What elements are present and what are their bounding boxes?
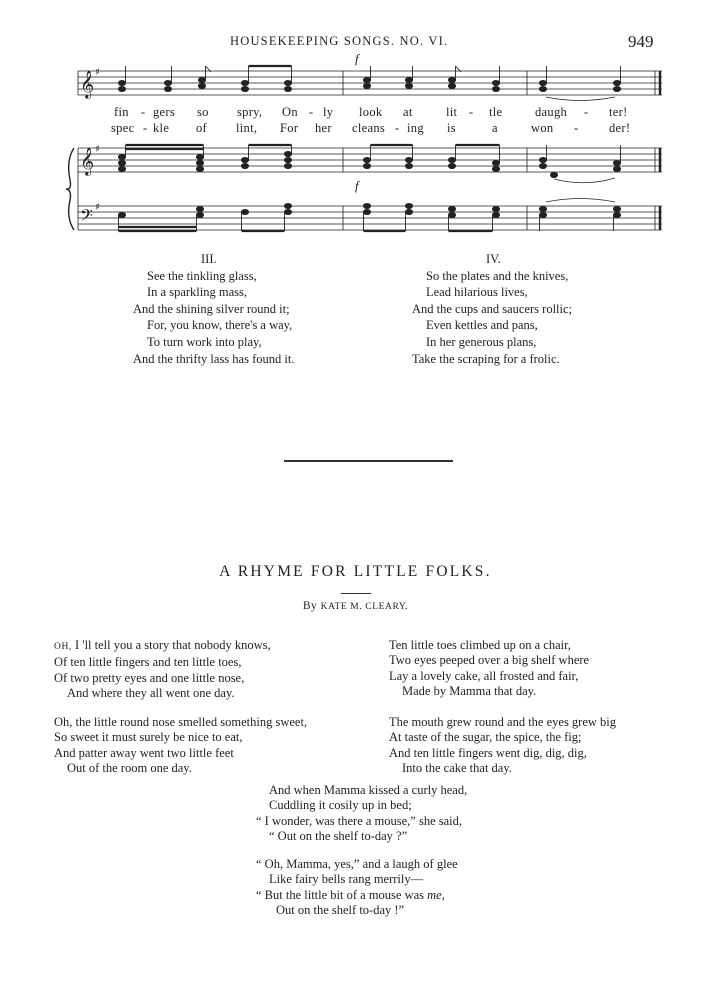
lyric-syllable: der! bbox=[609, 121, 631, 135]
poem-line: “ Out on the shelf to-day ?” bbox=[269, 829, 408, 844]
poem-line: And when Mamma kissed a curly head, bbox=[269, 783, 468, 797]
lyric-syllable: cleans bbox=[352, 121, 386, 135]
page-number: 949 bbox=[628, 32, 654, 51]
lyric-syllable: - bbox=[469, 105, 474, 119]
poem-line: Like fairy bells rang merrily— bbox=[269, 872, 424, 887]
music-score bbox=[0, 0, 711, 240]
verse-three bbox=[133, 251, 294, 367]
lyric-syllable: ter! bbox=[609, 105, 628, 119]
poem-line: Ten little toes climbed up on a chair, bbox=[389, 638, 571, 652]
poem-stanza bbox=[389, 715, 616, 777]
lyric-syllable: - bbox=[574, 121, 579, 135]
lyric-syllable: won bbox=[531, 121, 554, 135]
poem-line-text: I 'll tell you a story that nobody knows, bbox=[71, 638, 271, 652]
poem-line: Out on the shelf to-day !” bbox=[276, 903, 405, 918]
svg-text:♯: ♯ bbox=[95, 67, 100, 78]
lyric-syllable: is bbox=[447, 121, 456, 135]
verse-line: Take the scraping for a frolic. bbox=[412, 351, 560, 366]
section-divider bbox=[284, 460, 453, 462]
lyric-syllable: - bbox=[141, 105, 146, 119]
lyric-syllable: lint, bbox=[236, 121, 258, 135]
verse-line: And the thrifty lass has found it. bbox=[133, 351, 295, 366]
poem-line: “ I wonder, was there a mouse,” she said, bbox=[256, 813, 463, 828]
verse-number: III. bbox=[201, 252, 217, 266]
poem-line: And where they all went one day. bbox=[67, 686, 235, 701]
poem-stanza bbox=[389, 638, 589, 700]
emphasis-word: me, bbox=[427, 887, 445, 902]
lyric-syllable: at bbox=[403, 105, 413, 119]
byline bbox=[0, 600, 711, 612]
poem-stanza bbox=[54, 638, 271, 702]
verse-line: To turn work into play, bbox=[147, 334, 262, 349]
svg-text:𝄞: 𝄞 bbox=[80, 147, 95, 175]
drop-word: OH, bbox=[54, 642, 72, 652]
verse-line: See the tinkling glass, bbox=[147, 268, 257, 283]
poem-line: Oh, the little round nose smelled something sweet, bbox=[54, 715, 308, 729]
running-title: HOUSEKEEPING SONGS. NO. VI. bbox=[230, 34, 449, 48]
poem-line: Of ten little fingers and ten little toes, bbox=[54, 655, 242, 670]
lyric-syllable: look bbox=[359, 105, 383, 119]
poem-line bbox=[54, 638, 271, 655]
lyric-syllable: For bbox=[280, 121, 299, 135]
poem-line: Into the cake that day. bbox=[402, 761, 512, 776]
poem-line: The mouth grew round and the eyes grew big bbox=[389, 715, 617, 729]
poem-line: Out of the room one day. bbox=[67, 761, 192, 776]
lyric-syllable: - bbox=[309, 105, 314, 119]
lyric-syllable: - bbox=[584, 105, 589, 119]
poem-stanza bbox=[256, 783, 467, 845]
verse-line: And the cups and saucers rollic; bbox=[412, 301, 573, 316]
lyric-syllable: fin bbox=[114, 105, 129, 119]
lyric-syllable: of bbox=[196, 121, 208, 135]
svg-text:♯: ♯ bbox=[95, 202, 100, 213]
verse-line: So the plates and the knives, bbox=[426, 268, 569, 283]
verse-line: And the shining silver round it; bbox=[133, 301, 290, 316]
verse-line: Even kettles and pans, bbox=[426, 318, 538, 333]
title-rule bbox=[341, 593, 371, 594]
poem-line bbox=[256, 888, 458, 903]
poem-stanza bbox=[54, 715, 307, 777]
lyric-syllable: spec bbox=[111, 121, 135, 135]
lyric-syllable: On bbox=[282, 105, 298, 119]
lyric-syllable: so bbox=[197, 105, 209, 119]
dynamic-forte-voice: f bbox=[355, 51, 359, 66]
poem-line: So sweet it must surely be nice to eat, bbox=[54, 730, 243, 745]
lyric-syllable: gers bbox=[153, 105, 176, 119]
lyric-syllable: daugh bbox=[535, 105, 568, 119]
lyric-syllable: tle bbox=[489, 105, 503, 119]
svg-text:𝄢: 𝄢 bbox=[80, 205, 93, 229]
poem-line: Cuddling it cosily up in bed; bbox=[269, 798, 412, 813]
poem-line: Two eyes peeped over a big shelf where bbox=[389, 653, 590, 668]
lyric-syllable: her bbox=[315, 121, 332, 135]
verse-number: IV. bbox=[486, 252, 501, 266]
verse-line: In a sparkling mass, bbox=[147, 285, 247, 300]
poem-line: “ Oh, Mamma, yes,” and a laugh of glee bbox=[256, 857, 458, 871]
dynamic-forte-piano: f bbox=[355, 178, 359, 193]
poem-title: A RHYME FOR LITTLE FOLKS. bbox=[219, 563, 492, 580]
verse-four bbox=[412, 251, 572, 367]
poem-line: At taste of the sugar, the spice, the fig; bbox=[389, 730, 582, 745]
byline-prefix: By bbox=[302, 600, 318, 612]
lyric-syllable: ly bbox=[323, 105, 334, 119]
lyric-syllable: spry, bbox=[237, 105, 263, 119]
lyric-syllable: a bbox=[492, 121, 498, 135]
lyric-syllable: ing bbox=[407, 121, 424, 135]
author-name: KATE M. CLEARY. bbox=[320, 602, 409, 612]
svg-text:𝄞: 𝄞 bbox=[80, 70, 95, 98]
svg-text:♯: ♯ bbox=[95, 144, 100, 155]
poem-stanza bbox=[256, 857, 458, 919]
poem-line-text: “ But the little bit of a mouse was bbox=[256, 887, 428, 902]
poem-line: Made by Mamma that day. bbox=[402, 684, 537, 699]
poem-line: Of two pretty eyes and one little nose, bbox=[54, 670, 245, 685]
lyric-syllable: - bbox=[143, 121, 148, 135]
lyric-syllable: - bbox=[395, 121, 400, 135]
poem-line: And ten little fingers went dig, dig, dig, bbox=[389, 745, 587, 760]
verse-line: In her generous plans, bbox=[426, 334, 537, 349]
lyric-syllable: kle bbox=[153, 121, 170, 135]
poem-line: And patter away went two little feet bbox=[54, 745, 234, 760]
verse-line: Lead hilarious lives, bbox=[426, 285, 528, 300]
poem-line: Lay a lovely cake, all frosted and fair, bbox=[389, 668, 579, 683]
lyric-syllable: lit bbox=[446, 105, 458, 119]
verse-line: For, you know, there's a way, bbox=[147, 318, 293, 333]
